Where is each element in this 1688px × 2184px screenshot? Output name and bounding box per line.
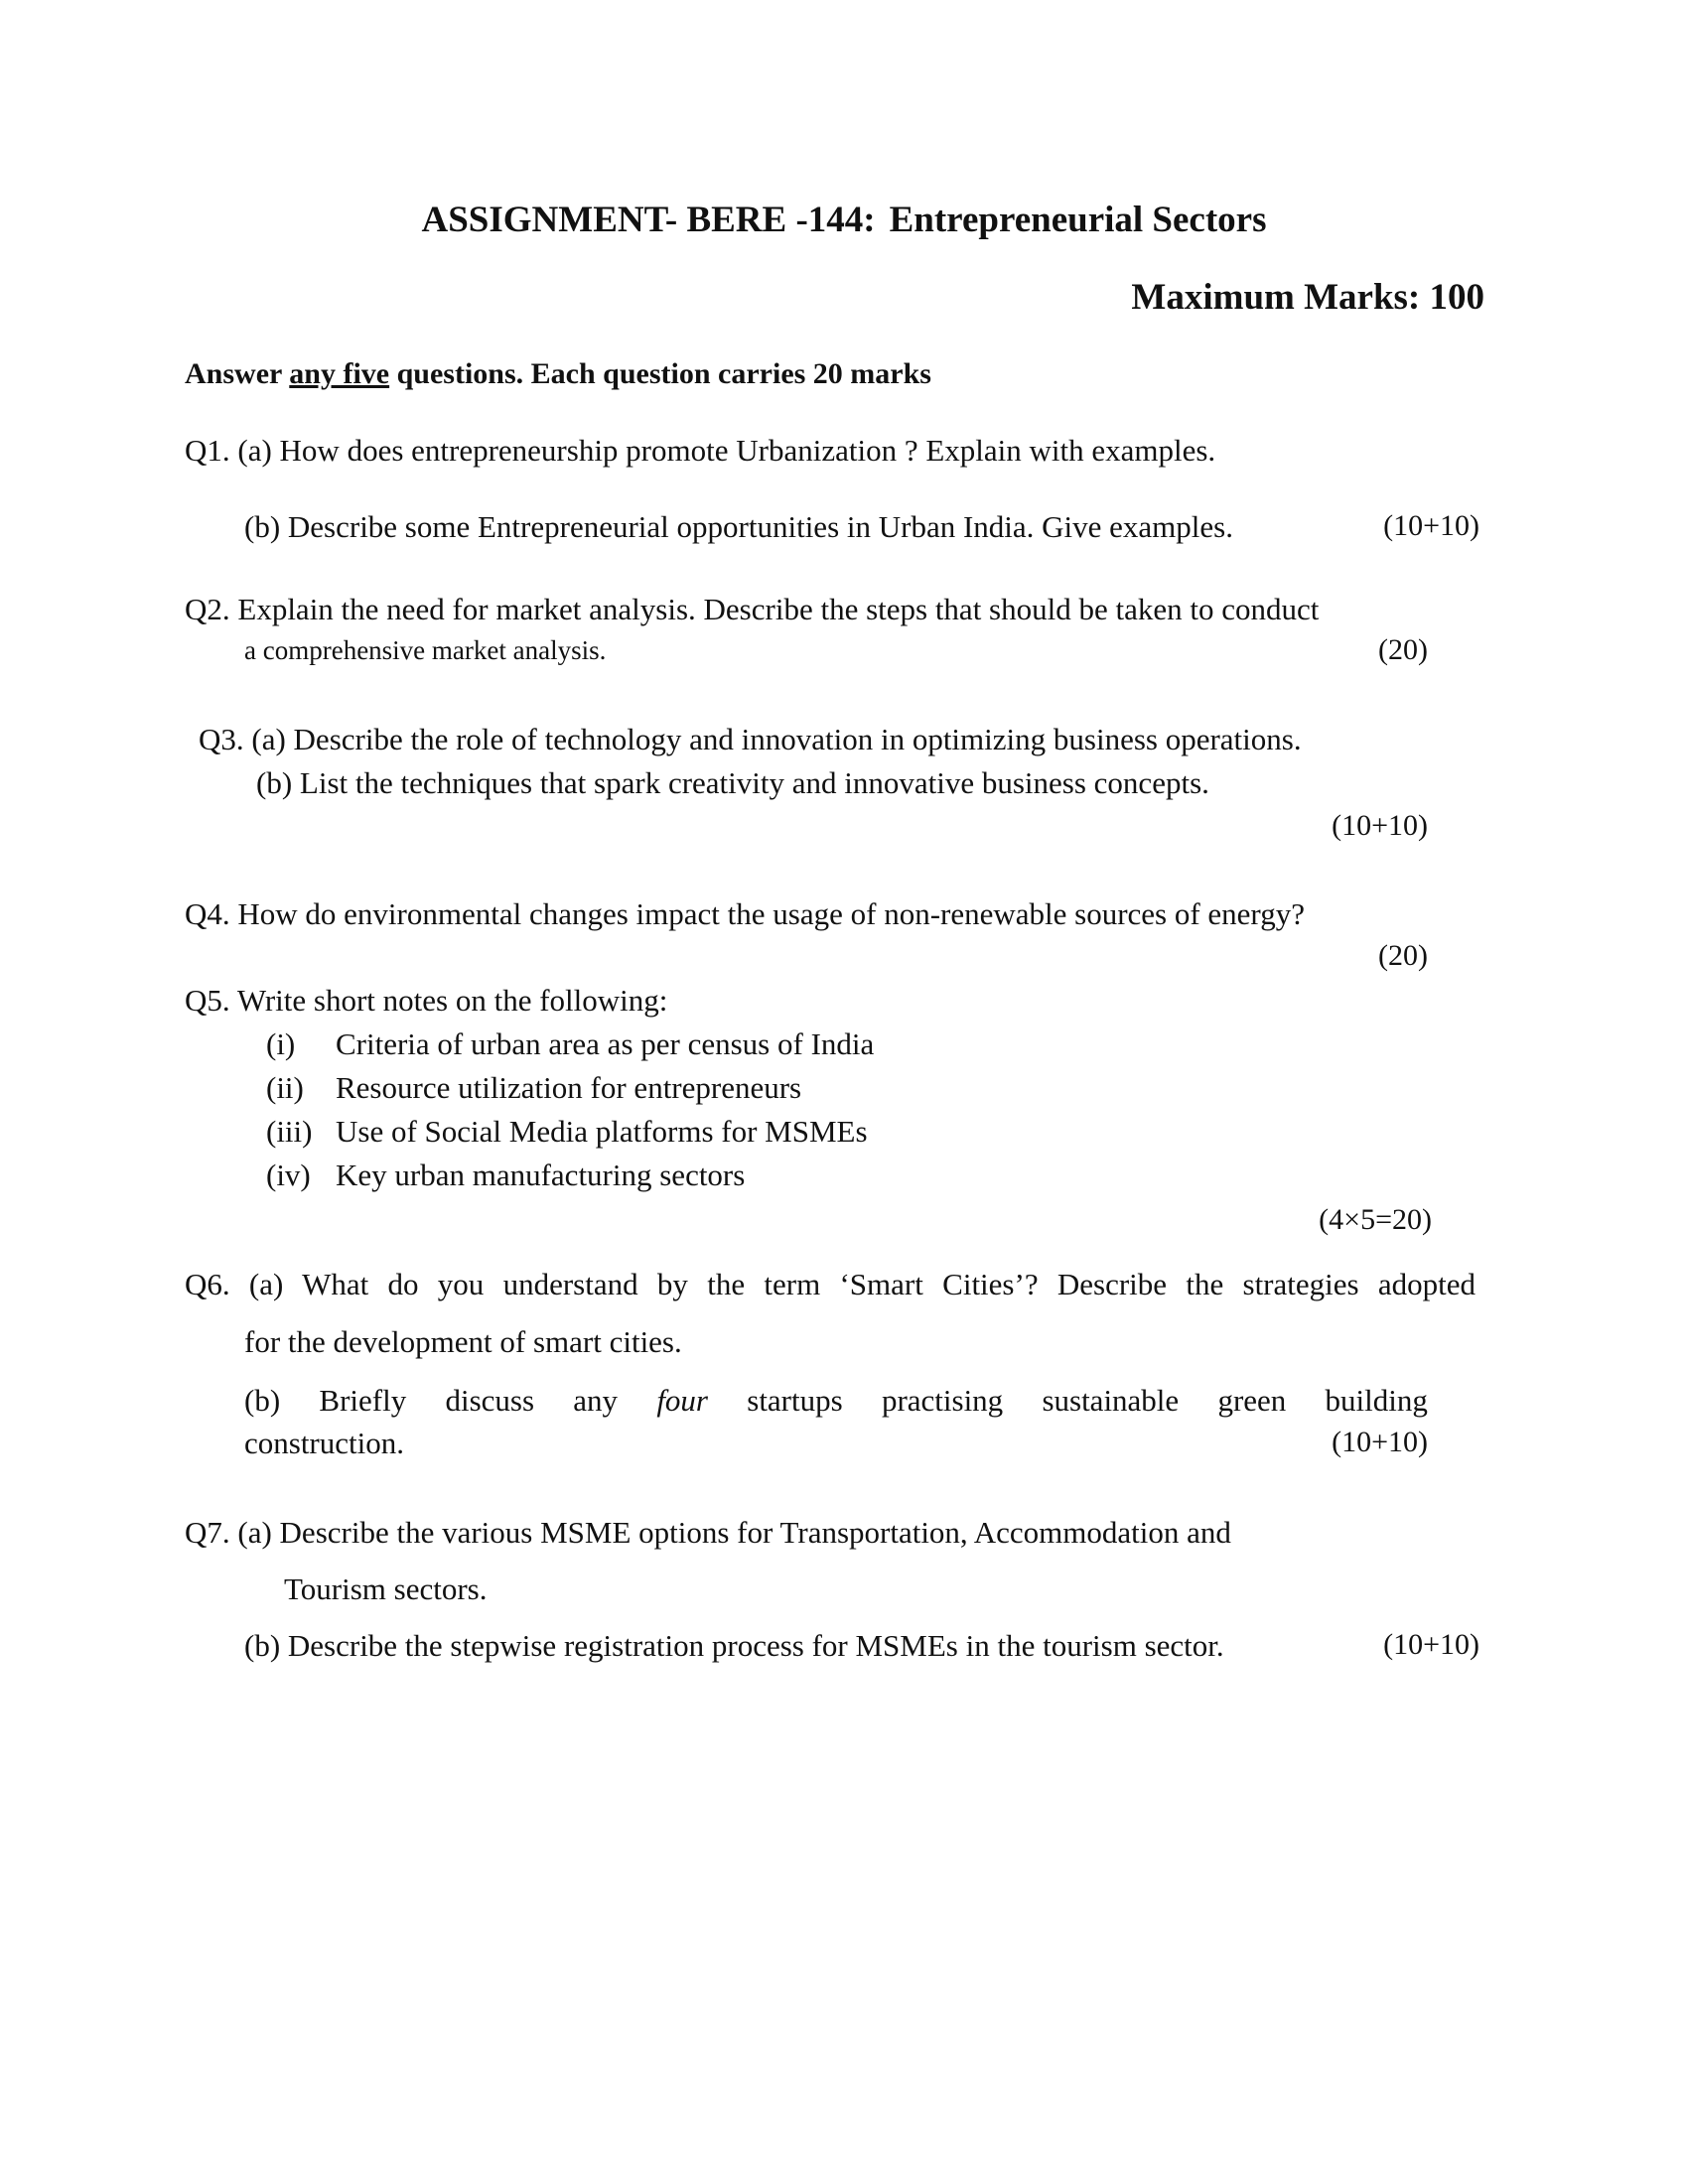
q7-part-b: (b) Describe the stepwise registration process for MSMEs in the tourism sector. [244,1628,1224,1663]
q5-item [266,1158,745,1193]
q6-part-b-line-2: construction. [244,1426,404,1460]
q5-item-number: (iv) [266,1158,311,1192]
q5-item-text: Criteria of urban area as per census of India [336,1026,875,1061]
q5-item-number: (iii) [266,1114,313,1149]
q5-intro: Q5. Write short notes on the following: [185,983,668,1018]
q3-marks: (10+10) [1332,809,1428,842]
maximum-marks: Maximum Marks: 100 [1131,277,1484,318]
q1-part-b: (b) Describe some Entrepreneurial opportunities in Urban India. Give examples. [244,509,1233,544]
q7-marks: (10+10) [1383,1628,1479,1661]
q3-part-a: Q3. (a) Describe the role of technology and innovation in optimizing business operations. [199,722,1302,756]
title-subject: Entrepreneurial Sectors [889,200,1267,240]
q6-part-b-line-1: (b) Briefly discuss any four startups practising sustainable green building [244,1383,1428,1418]
q6-part-a-line-1: Q6. (a) What do you understand by the term ‘Smart Cities’? Describe the strategies adopted [185,1267,1476,1301]
q2-line-2: a comprehensive market analysis. [244,635,607,665]
q5-item-text: Resource utilization for entrepreneurs [336,1070,802,1105]
q5-item [266,1070,801,1106]
q5-item-text: Key urban manufacturing sectors [336,1158,746,1192]
q6-part-a-line-2: for the development of smart cities. [244,1324,682,1359]
q7-part-a-line-2: Tourism sectors. [284,1571,488,1606]
q6-emphasis: four [656,1383,708,1418]
q2-line-1: Q2. Explain the need for market analysis. Describe the steps that should be taken to conduct [185,592,1320,626]
q1-marks: (10+10) [1383,509,1479,542]
q5-item [266,1026,874,1062]
q5-item-number: (ii) [266,1070,304,1105]
assignment-title [0,199,1688,241]
q5-item [266,1114,868,1150]
q1-part-a: Q1. (a) How does entrepreneurship promote Urbanization ? Explain with examples. [185,433,1216,468]
instructions: Answer any five questions. Each question carries 20 marks [185,357,931,390]
q5-item-text: Use of Social Media platforms for MSMEs [336,1114,868,1149]
q5-item-number: (i) [266,1026,296,1061]
instructions-emphasis: any five [289,357,390,390]
q7-part-a-line-1: Q7. (a) Describe the various MSME options for Transportation, Accommodation and [185,1515,1231,1550]
q6-marks: (10+10) [1332,1426,1428,1458]
q4-marks: (20) [1378,939,1428,972]
title-code: ASSIGNMENT- BERE -144: [421,200,876,240]
q4-text: Q4. How do environmental changes impact the usage of non-renewable sources of energy? [185,896,1305,931]
q3-part-b: (b) List the techniques that spark creativity and innovative business concepts. [256,765,1209,800]
q2-marks: (20) [1378,633,1428,666]
q5-marks: (4×5=20) [1319,1203,1432,1236]
